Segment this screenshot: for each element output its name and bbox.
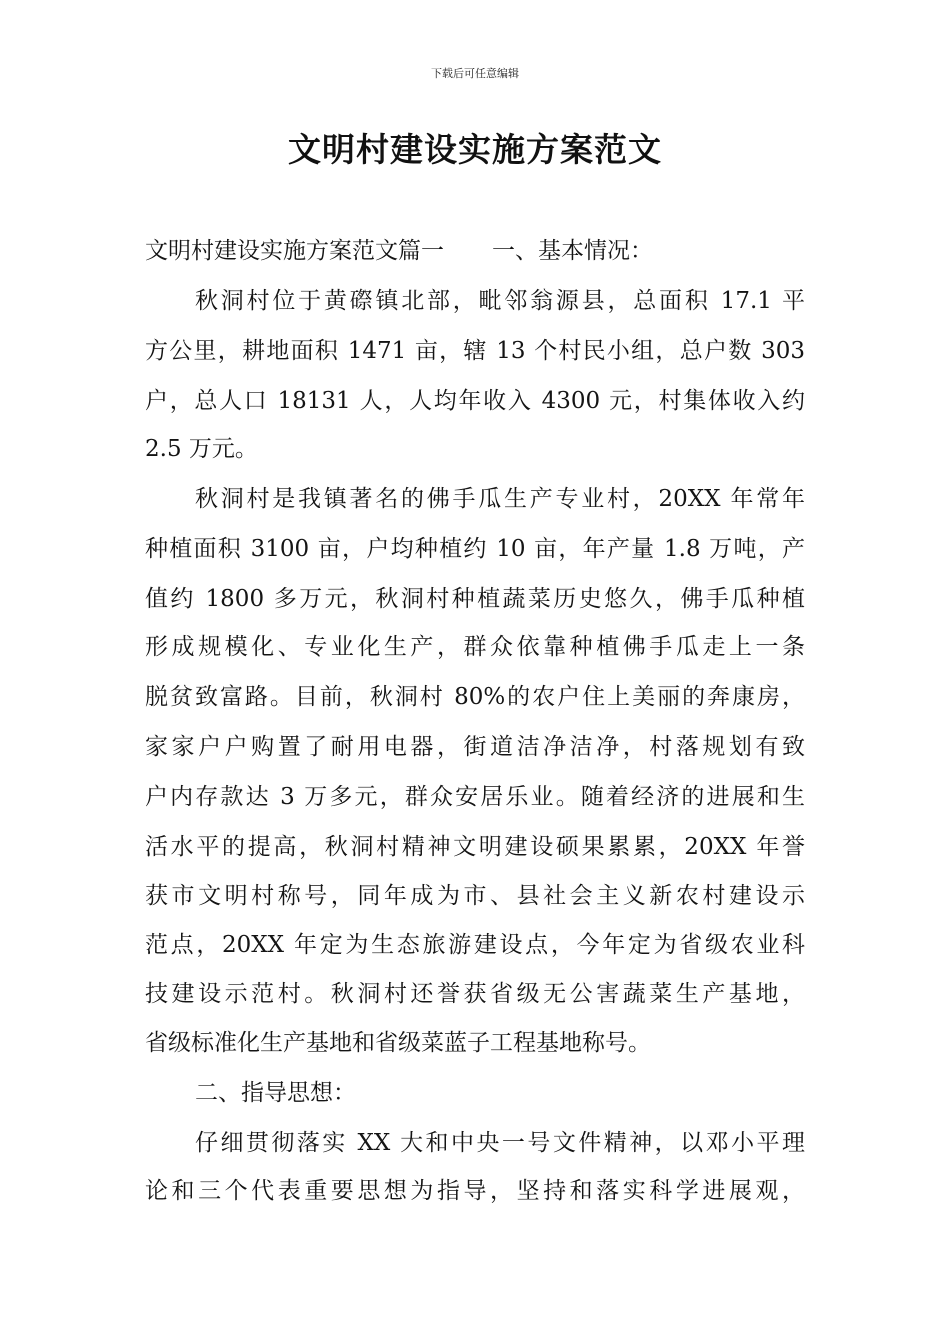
paragraph-2-line-2: 种植面积 3100 亩，户均种植约 10 亩，年产量 1.8 万吨，产 [145, 536, 805, 562]
guiding-ideology-heading: 二、指导思想： [195, 1080, 356, 1106]
paragraph-1-line-1: 秋洞村位于黄磜镇北部，毗邻翁源县，总面积 17.1 平 [195, 288, 805, 314]
paragraph-2-line-10: 范点，20XX 年定为生态旅游建设点，今年定为省级农业科 [145, 932, 805, 958]
document-title: 文明村建设实施方案范文 [288, 130, 662, 169]
paragraph-2-line-8: 活水平的提高，秋洞村精神文明建设硕果累累，20XX 年誉 [145, 834, 805, 860]
paragraph-2-line-7: 户内存款达 3 万多元，群众安居乐业。随着经济的进展和生 [145, 784, 805, 810]
paragraph-1-line-3: 户，总人口 18131 人，人均年收入 4300 元，村集体收入约 [145, 388, 805, 414]
paragraph-2-line-4: 形成规模化、专业化生产，群众依靠种植佛手瓜走上一条 [145, 634, 805, 660]
paragraph-2-line-6: 家家户户购置了耐用电器，街道洁净洁净，村落规划有致 [145, 734, 805, 760]
paragraph-2-line-1: 秋洞村是我镇著名的佛手瓜生产专业村，20XX 年常年 [195, 486, 805, 512]
paragraph-1-line-2: 方公里，耕地面积 1471 亩，辖 13 个村民小组，总户数 303 [145, 338, 805, 364]
paragraph-2-line-9: 获市文明村称号，同年成为市、县社会主义新农村建设示 [145, 883, 805, 909]
paragraph-4-line-2: 论和三个代表重要思想为指导，坚持和落实科学进展观， [145, 1178, 805, 1204]
paragraph-2-line-3: 值约 1800 多万元，秋洞村种植蔬菜历史悠久，佛手瓜种植 [145, 586, 805, 612]
paragraph-4-line-1: 仔细贯彻落实 XX 大和中央一号文件精神，以邓小平理 [195, 1130, 805, 1156]
paragraph-1-line-4: 2.5 万元。 [145, 436, 258, 462]
paragraph-2-line-11: 技建设示范村。秋洞村还誉获省级无公害蔬菜生产基地， [145, 981, 805, 1007]
paragraph-2-line-12: 省级标准化生产基地和省级菜蓝子工程基地称号。 [145, 1030, 651, 1056]
section-subheading-text: 一、基本情况： [492, 238, 653, 264]
section-heading-text: 文明村建设实施方案范文篇一 [145, 238, 444, 264]
header-note: 下载后可任意编辑 [431, 67, 519, 80]
paragraph-2-line-5: 脱贫致富路。目前，秋洞村 80%的农户住上美丽的奔康房， [145, 684, 805, 710]
intro-line [145, 235, 805, 267]
